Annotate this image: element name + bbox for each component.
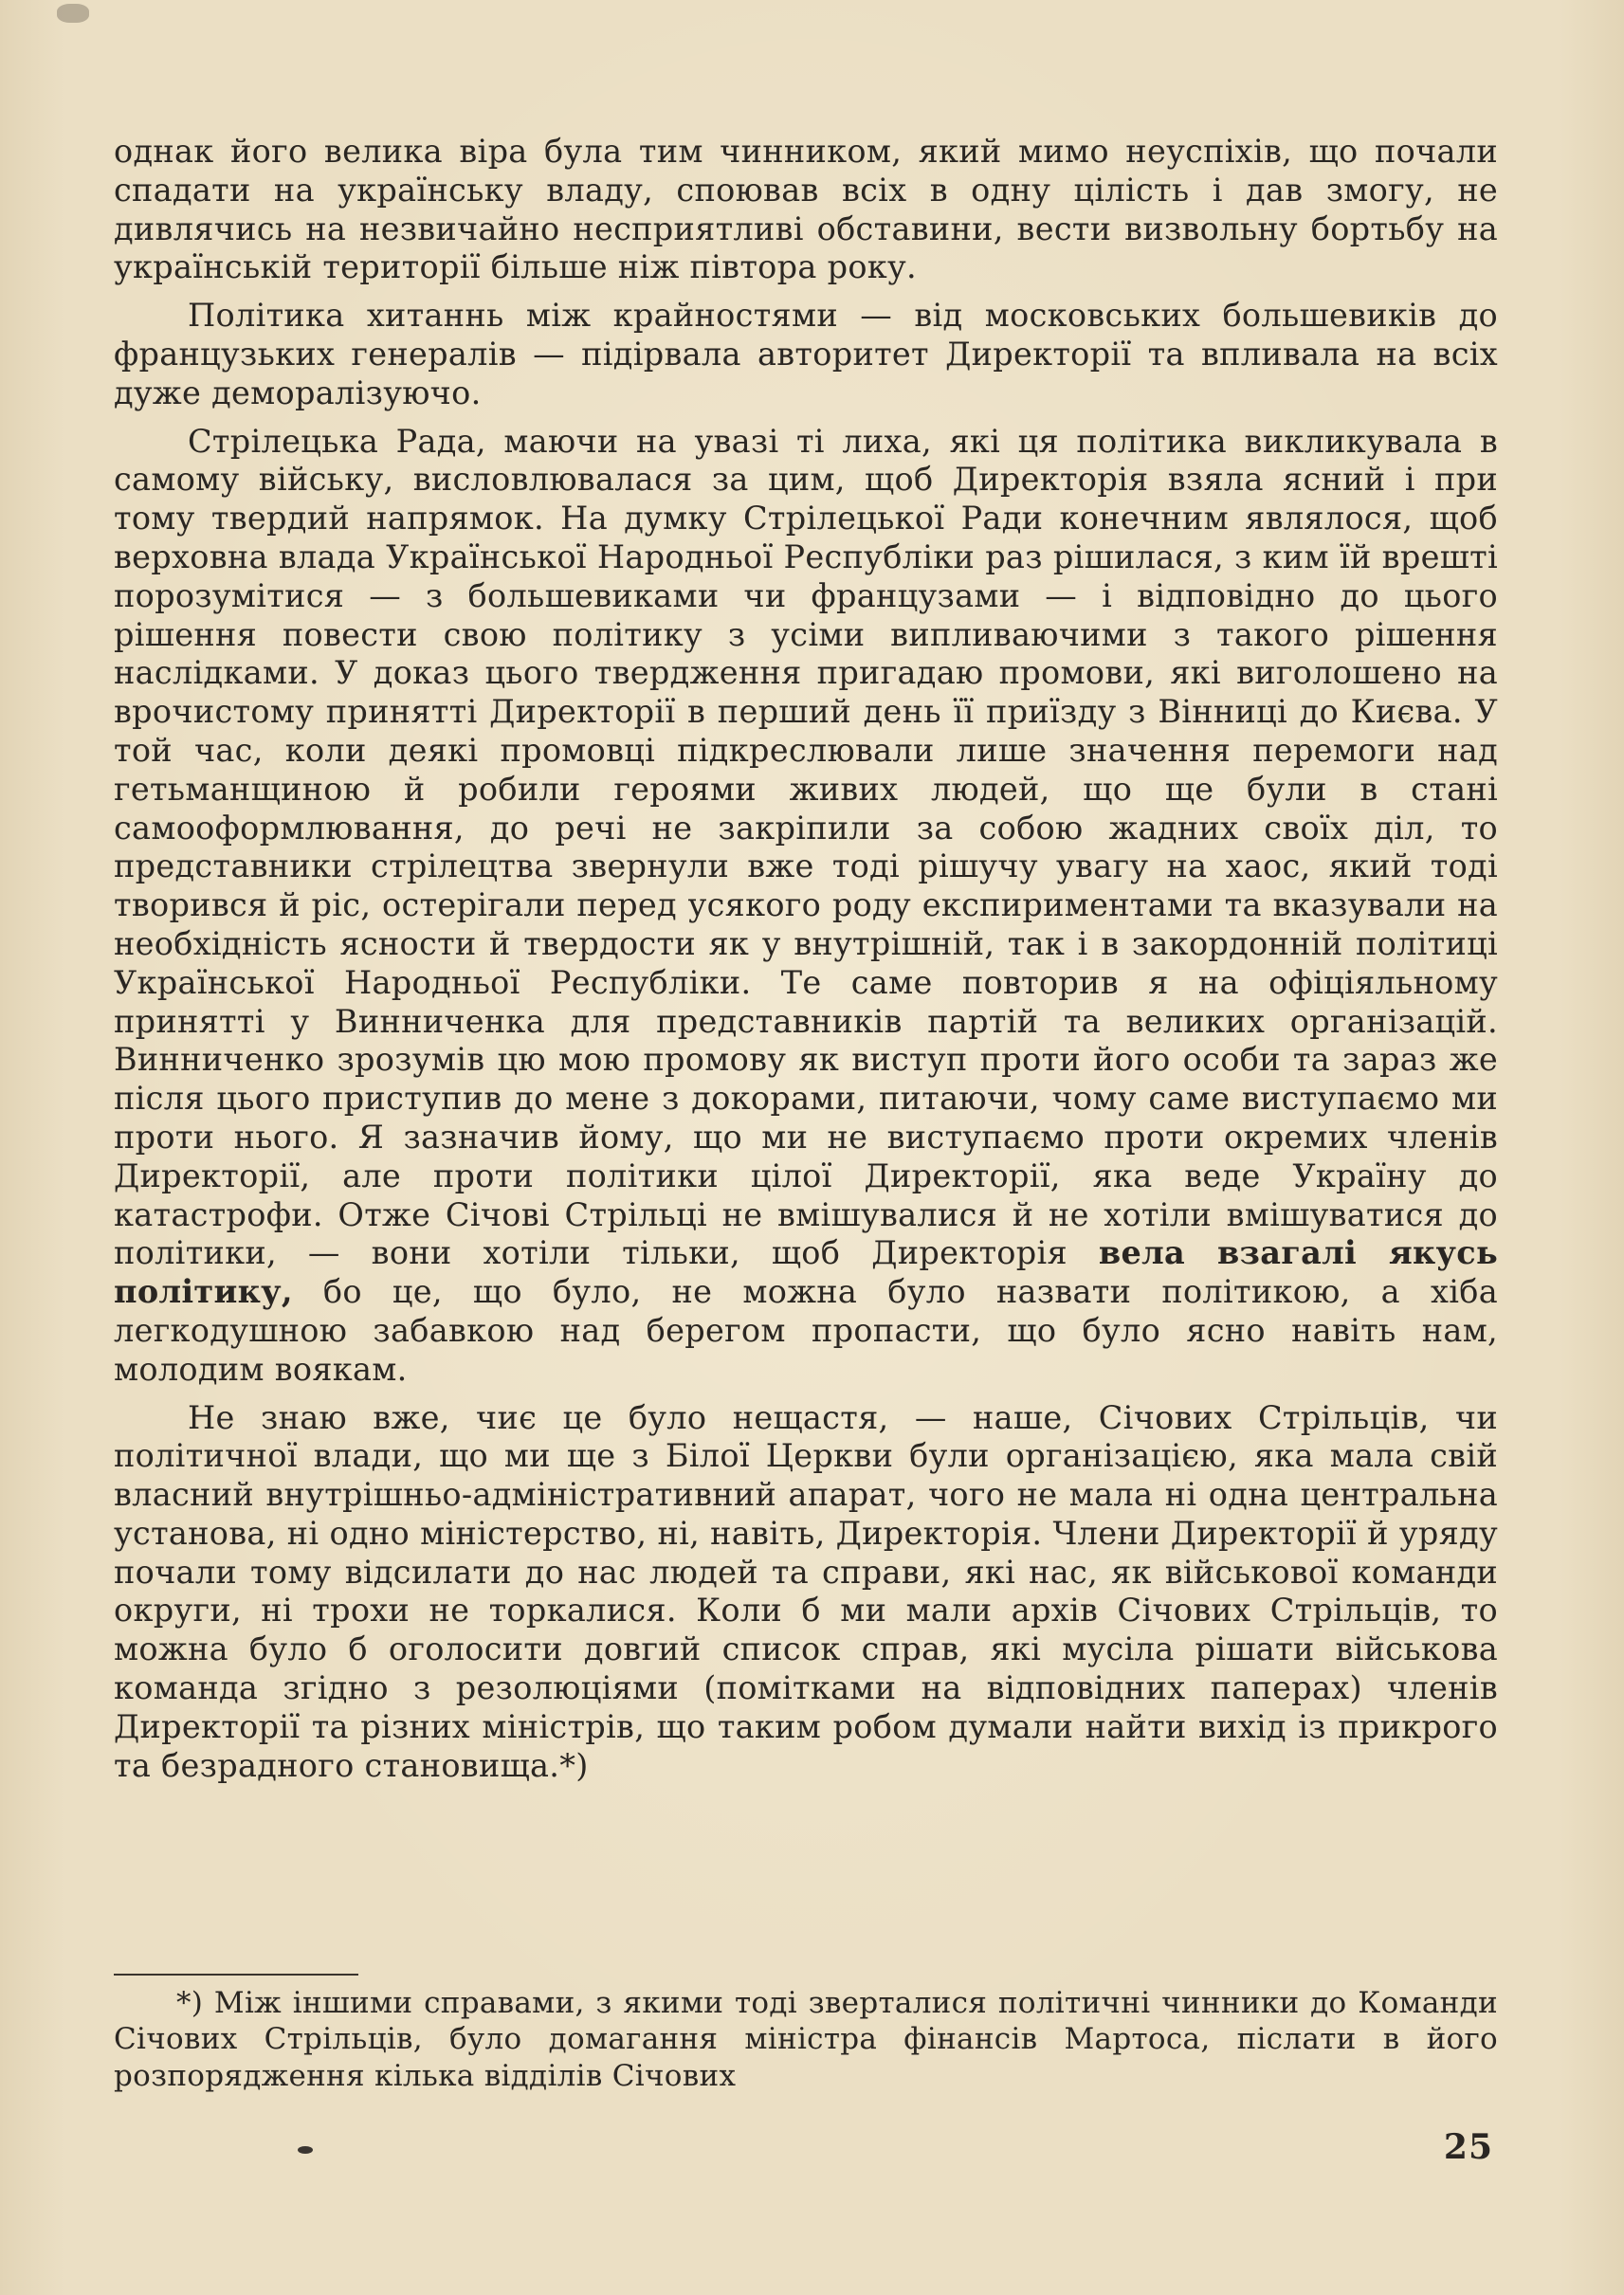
paragraph-3 <box>114 423 1498 1390</box>
main-text <box>114 133 1498 1785</box>
paragraph-4-text: Не знаю вже, чиє це було нещастя, — наше, Січових Стрільців, чи політичної влади, що ми ще з Білої Церкви були організацією, яка мала свій власний внутрішньо-адміністративний апарат, чого не мала ні одна центральна установа, ні одно міністерство, ні, навіть, Директорія. Члени Директорії й уряду почали тому відсилати до нас людей та справи, які нас, як військової команди округи, ні трохи не торкалися. Коли б ми мали архів Січових Стрільців, то можна було б оголосити довгий список справ, які мусіла рішати військова команда згідно з резолюціями (помітками на відповідних паперах) членів Директорії та різних міністрів, що таким робом думали найти вихід із прикрого та безрадного становища.*) <box>114 1398 1498 1784</box>
paragraph-2-text: Політика хитаннь між крайностями — від московських большевиків до французьких генералів — підірвала авторитет Директорії та впливала на всіх дуже деморалізуючо. <box>114 297 1498 411</box>
page-number: 25 <box>1443 2127 1493 2167</box>
paragraph-1 <box>114 133 1498 287</box>
ink-spot <box>298 2146 313 2154</box>
paragraph-3-text: Стрілецька Рада, маючи на увазі ті лиха, які ця політика викликувала в самому війську, висловлювалася за цим, щоб Директорія взяла ясний і при тому твердий напрямок. На думку Стрілецької Ради конечним являлося, щоб верховна влада Української Народньої Республіки раз рішилася, з ким їй врешті порозумітися — з большевиками чи французами — і відповідно до цього рішення повести свою політику з усіми випливаючими з такого рішення наслідками. У доказ цього твердження пригадаю промови, які виголошено на врочистому принятті Директорії в перший день її приїзду з Вінниці до Києва. У той час, коли деякі промовці підкреслювали лише значення перемоги над гетьманщиною й робили героями живих людей, що ще були в стані самооформлювання, до речі не закріпили за собою жадних своїх діл, то представники стрілецтва звернули вже тоді рішучу увагу на хаос, який тоді творився й ріс, остерігали перед усякого роду експириментами та вказували на необхідність ясности й твердости як у внутрішній, так і в закордонній політиці Української Народньої Республіки. Те саме повторив я на офіціяльному принятті у Винниченка для представників партій та великих організацій. Винниченко зрозумів цю мою промову як виступ проти його особи та зараз же після цього приступив до мене з докорами, питаючи, чому саме виступаємо ми проти нього. Я зазначив йому, що ми не виступаємо проти окремих членів Директорії, але проти політики цілої Директорії, яка веде Україну до катастрофи. Отже Січові Стрільці не вмішувалися й не хотіли вмішуватися до політики, — вони хотіли тільки, щоб Директорія <box>114 422 1498 1272</box>
paragraph-3-bold-phrase: вела взагалі якусь політику, <box>114 1234 1499 1311</box>
paragraph-3-after-text: бо це, що було, не можна було назвати політикою, а хіба легкодушною забавкою над берегом пропасти, що було ясно навіть нам, молодим воякам. <box>114 1273 1498 1388</box>
footnote-divider <box>114 1974 358 1976</box>
paragraph-1-text: однак його велика віра була тим чинником, який мимо неуспіхів, що почали спадати на українську владу, споював всіх в одну цілість і дав змогу, не дивлячись на незвичайно несприятливі обставини, вести визвольну бортьбу на українській території більше ніж півтора року. <box>114 133 1498 286</box>
paragraph-4 <box>114 1399 1498 1786</box>
corner-stain <box>57 4 89 23</box>
paragraph-2 <box>114 297 1498 412</box>
footnote-text: *) Між іншими справами, з якими тоді зверталися політичні чинники до Команди Січових Стрільців, було домагання міністра фінансів Мартоса, післати в його розпорядження кілька відділів Січових <box>114 1986 1498 2093</box>
footnote <box>114 1985 1498 2094</box>
